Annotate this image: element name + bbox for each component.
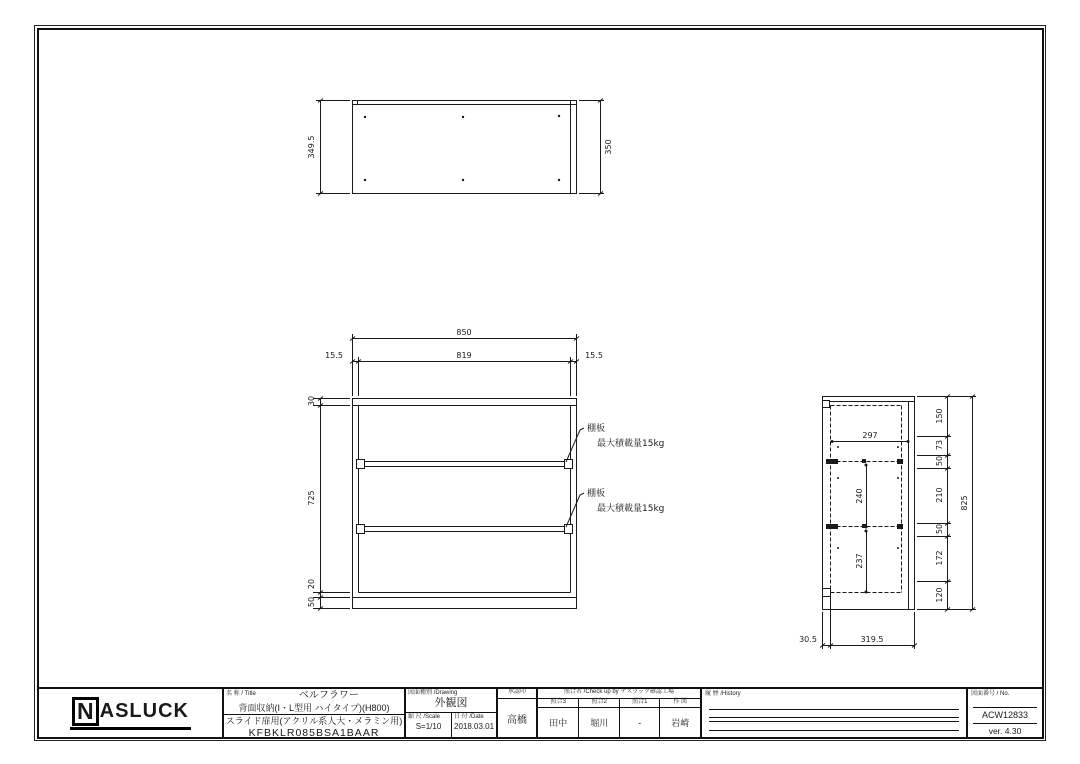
side-view — [820, 395, 976, 650]
shelf-callout-1-label: 棚板 — [587, 424, 606, 434]
side-bottom-notch — [823, 589, 831, 597]
front-dim-left-lines — [313, 397, 350, 611]
check-col-2-value: 堀川 — [590, 718, 609, 728]
product-desc2: スライド扉用(アクリル系人大・メラミン用) — [225, 716, 403, 726]
drafter-label: 作 図 — [660, 699, 700, 708]
check-col-1-label: 照合1 — [620, 699, 660, 708]
check-col-1-value: - — [638, 717, 642, 728]
check-cell — [536, 689, 700, 737]
side-dim-240: 240 — [855, 488, 864, 504]
history-cell — [700, 689, 966, 737]
front-view-outline — [353, 399, 577, 609]
history-line — [709, 730, 959, 731]
nasluck-logo — [70, 697, 191, 730]
logo-cell — [39, 689, 222, 737]
front-dim-bottom-gap: 20 — [307, 578, 316, 590]
front-dim-side-left: 15.5 — [325, 351, 343, 360]
top-dim-left-lines — [316, 99, 350, 196]
shelf-2-lines — [359, 527, 571, 532]
drawing-no-value: ACW12833 — [981, 710, 1029, 720]
history-label: 履 歴 /History — [705, 691, 741, 697]
side-dim-73: 73 — [935, 439, 944, 451]
logo-rest: ASLUCK — [99, 699, 189, 722]
check-col-2 — [578, 699, 619, 737]
drafter-value: 岩崎 — [671, 718, 690, 728]
shelf-1-endcap-right — [565, 460, 573, 469]
logo-n: N — [72, 697, 99, 726]
side-dim-172: 172 — [935, 550, 944, 566]
product-name: ベルフラワー — [298, 690, 359, 701]
approval-cell — [496, 689, 536, 737]
front-dim-width: 850 — [456, 328, 472, 337]
top-view-outline — [353, 101, 577, 194]
check-label: 照合者 /Check up by ナスラック確認工場 — [538, 689, 700, 699]
check-col-1 — [619, 699, 660, 737]
shelf-callout-2-label: 棚板 — [587, 489, 606, 499]
no-divider — [973, 707, 1037, 708]
top-view — [316, 99, 604, 196]
top-view-inner-lines — [353, 101, 577, 194]
side-dim-50b: 50 — [935, 523, 944, 535]
side-dim-210: 210 — [935, 487, 944, 503]
shelf-callout-leader-2 — [566, 493, 584, 527]
approval-name: 高橋 — [507, 714, 527, 726]
scale-cell — [406, 713, 451, 737]
date-cell — [451, 713, 496, 737]
shelf-2-endcap-right — [565, 525, 573, 534]
side-dim-319-5: 319.5 — [860, 635, 884, 644]
no-divider — [973, 723, 1037, 724]
title-block — [39, 687, 1042, 737]
scale-value: S=1/10 — [415, 722, 442, 731]
shelf-callout-2-load: 最大積載量15kg — [597, 504, 665, 514]
side-view-outline — [823, 397, 915, 610]
shelf-1-lines — [359, 462, 571, 467]
front-view-structure — [353, 406, 577, 598]
side-dim-237: 237 — [855, 553, 864, 569]
front-dim-top-panel: 30 — [307, 395, 316, 407]
top-dim-left: 349.5 — [307, 135, 316, 159]
product-code: KFBKLR085BSA1BAAR — [248, 727, 380, 739]
shelf-callout-leader-1 — [566, 428, 584, 462]
shelf-1-endcap-left — [357, 460, 365, 469]
side-dim-297: 297 — [862, 431, 878, 440]
date-value: 2018.03.01 — [454, 722, 495, 731]
check-col-3-value: 田中 — [549, 718, 568, 728]
side-dim-50a: 50 — [935, 455, 944, 467]
front-dim-inner-width-lines — [350, 357, 579, 396]
history-line — [709, 721, 959, 722]
front-view — [313, 334, 584, 611]
side-dim-825: 825 — [960, 495, 969, 511]
check-col-2-label: 照合2 — [579, 699, 619, 708]
history-line — [709, 717, 959, 718]
side-dim-150: 150 — [935, 408, 944, 424]
side-dim-120: 120 — [935, 587, 944, 603]
title-cell — [222, 689, 404, 737]
version-value: ver. 4.30 — [988, 726, 1022, 736]
drawing-type-cell — [404, 689, 496, 737]
front-dim-side-right: 15.5 — [585, 351, 603, 360]
drawing-type-value: 外観図 — [434, 697, 468, 709]
scale-label: 縮 尺 /Scale — [408, 714, 441, 720]
product-desc1: 背面収納(I・L型用 ハイタイプ)(H800) — [224, 703, 404, 715]
shelf-2-endcap-left — [357, 525, 365, 534]
front-dim-body-height: 725 — [307, 490, 316, 506]
top-dim-right: 350 — [604, 139, 613, 155]
side-dim-30-5: 30.5 — [799, 635, 817, 644]
front-dim-inner-width: 819 — [456, 351, 472, 360]
side-top-notch — [823, 401, 830, 408]
front-dim-base-height: 50 — [307, 596, 316, 608]
front-dim-width-lines — [350, 334, 579, 396]
history-line — [709, 709, 959, 710]
drawing-no-label: 図面番号 / No. — [971, 691, 1010, 697]
screw-holes — [364, 115, 560, 181]
date-label: 日 付 /Date — [454, 714, 484, 720]
drawing-no-cell — [966, 689, 1042, 737]
title-label: 名 称 / Title — [226, 691, 256, 697]
drafter-col — [659, 699, 700, 737]
shelf-callout-1-load: 最大積載量15kg — [597, 439, 665, 449]
approval-label: 承認印 — [498, 689, 536, 699]
check-col-3 — [538, 699, 578, 737]
check-col-3-label: 照合3 — [538, 699, 578, 708]
drawing-type-label: 図面種別 /Drawing — [408, 690, 458, 696]
top-dim-right-lines — [579, 99, 604, 196]
